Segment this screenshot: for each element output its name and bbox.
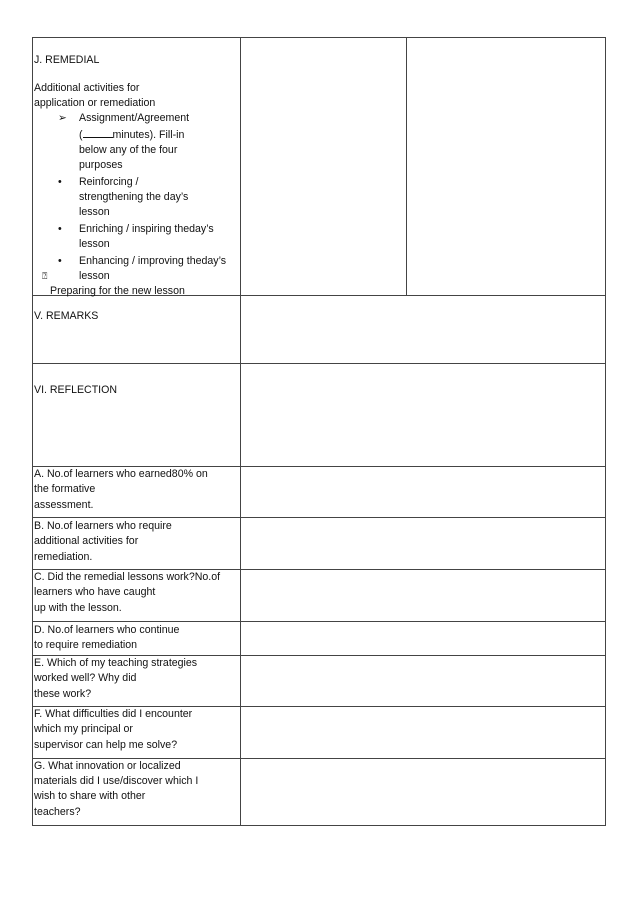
list-item	[34, 254, 239, 284]
row-line: wish to share with other	[34, 790, 146, 802]
row-divider	[33, 517, 605, 518]
list-item-line: Enhancing / improving theday’s	[79, 255, 227, 267]
row-line: to require remediation	[34, 639, 138, 651]
reflection-row-f	[34, 707, 239, 753]
list-item-line: purposes	[79, 159, 123, 171]
list-item-line: lesson	[79, 206, 110, 218]
reflection-row-c	[34, 570, 239, 616]
remedial-intro-line: Additional activities for	[34, 82, 140, 94]
row-line: E. Which of my teaching strategies	[34, 657, 198, 669]
row-line: additional activities for	[34, 535, 139, 547]
row-divider	[33, 621, 605, 622]
list-item-line: strengthening the day’s	[79, 191, 189, 203]
row-divider	[33, 363, 605, 364]
row-line: teachers?	[34, 806, 81, 818]
list-item-line: lesson	[79, 270, 110, 282]
remedial-last-line: Preparing for the new lesson	[50, 285, 185, 297]
reflection-row-e	[34, 656, 239, 702]
reflection-row-g	[34, 759, 239, 820]
remedial-heading: J. REMEDIAL	[34, 54, 100, 66]
arrow-bullet-icon: ➢	[58, 112, 67, 124]
list-item-line: below any of the four	[79, 144, 178, 156]
lesson-log-table	[32, 37, 606, 826]
remarks-label: V. REMARKS	[34, 310, 99, 322]
list-item	[34, 175, 239, 220]
list-item-line: Assignment/Agreement	[79, 112, 190, 124]
row-line: up with the lesson.	[34, 602, 122, 614]
row-line: these work?	[34, 688, 92, 700]
reflection-label: VI. REFLECTION	[34, 384, 117, 396]
list-item-line: Reinforcing /	[79, 176, 139, 188]
reflection-row-b	[34, 519, 239, 565]
row-line: which my principal or	[34, 723, 133, 735]
row-line: assessment.	[34, 499, 94, 511]
list-item	[34, 222, 239, 252]
row-line: supervisor can help me solve?	[34, 739, 178, 751]
row-line: B. No.of learners who require	[34, 520, 172, 532]
row-line: C. Did the remedial lessons work?No.of	[34, 571, 221, 583]
remedial-purpose-list	[34, 111, 239, 284]
list-item-line	[79, 126, 239, 143]
row-line: D. No.of learners who continue	[34, 624, 180, 636]
open-paren: (	[79, 129, 83, 141]
row-line: learners who have caught	[34, 586, 156, 598]
list-item	[34, 111, 239, 173]
remedial-intro-line: application or remediation	[34, 97, 156, 109]
missing-glyph-icon: ⍰	[42, 271, 48, 281]
bullet-icon: •	[58, 223, 62, 235]
remedial-cell	[34, 53, 239, 299]
row-line: A. No.of learners who earned80% on	[34, 468, 208, 480]
row-line: G. What innovation or localized	[34, 760, 181, 772]
row-line: remediation.	[34, 551, 93, 563]
list-item-line: Enriching / inspiring theday’s	[79, 223, 214, 235]
row-line: materials did I use/discover which I	[34, 775, 199, 787]
bullet-icon: •	[58, 176, 62, 188]
blank-line	[83, 126, 113, 138]
row-line: the formative	[34, 483, 96, 495]
bullet-icon: •	[58, 255, 62, 267]
reflection-row-a	[34, 467, 239, 513]
list-item-line: lesson	[79, 238, 110, 250]
row-line: F. What difficulties did I encounter	[34, 708, 193, 720]
list-item-text: minutes). Fill-in	[112, 129, 185, 141]
row-line: worked well? Why did	[34, 672, 137, 684]
column-divider-right	[406, 38, 407, 295]
reflection-row-d	[34, 623, 239, 653]
